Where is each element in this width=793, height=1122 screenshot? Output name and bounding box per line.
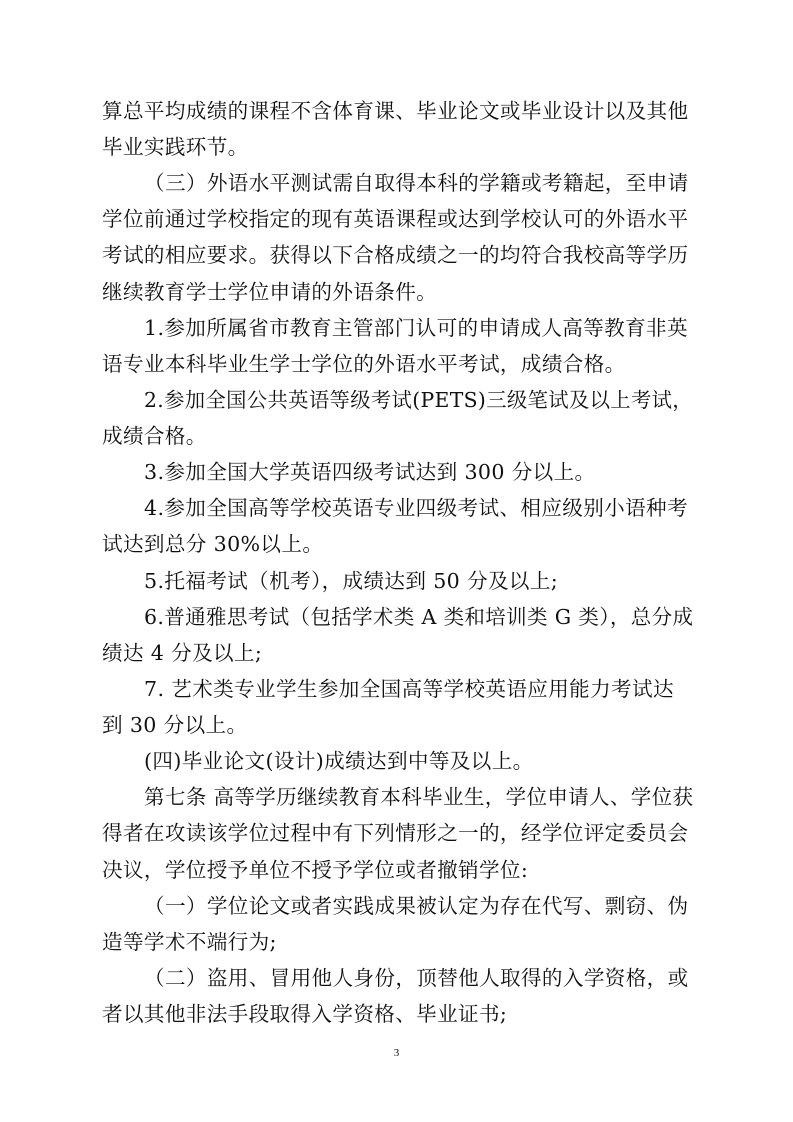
text-line: 7. 艺术类专业学生参加全国高等学校英语应用能力考试达 — [144, 677, 674, 701]
text-line: 试达到总分 30%以上。 — [102, 532, 324, 556]
text-line: 者以其他非法手段取得入学资格、毕业证书; — [102, 1002, 508, 1026]
text-line: 绩达 4 分及以上; — [102, 641, 263, 665]
page-number: 3 — [393, 1047, 400, 1059]
text-line: 算总平均成绩的课程不含体育课、毕业论文或毕业设计以及其他 — [102, 99, 689, 123]
text-line: 3.参加全国大学英语四级考试达到 300 分以上。 — [144, 460, 596, 484]
text-line: 4.参加全国高等学校英语专业四级考试、相应级别小语种考 — [144, 496, 688, 520]
text-line: 得者在攻读该学位过程中有下列情形之一的，经学位评定委员会 — [102, 821, 689, 845]
text-line: (四)毕业论文(设计)成绩达到中等及以上。 — [144, 749, 534, 773]
text-line: 2.参加全国公共英语等级考试(PETS)三级笔试及以上考试， — [144, 388, 693, 412]
text-line: 继续教育学士学位申请的外语条件。 — [102, 280, 438, 304]
text-line: 第七条 高等学历继续教育本科毕业生，学位申请人、学位获 — [144, 785, 694, 809]
text-line: 成绩合格。 — [102, 424, 207, 448]
text-line: 1.参加所属省市教育主管部门认可的申请成人高等教育非英 — [144, 316, 688, 340]
text-line: 学位前通过学校指定的现有英语课程或达到学校认可的外语水平 — [102, 207, 689, 231]
text-line: 毕业实践环节。 — [102, 135, 249, 159]
text-line: （三）外语水平测试需自取得本科的学籍或考籍起，至申请 — [144, 171, 689, 195]
text-line: （一）学位论文或者实践成果被认定为存在代写、剽窃、伪 — [144, 894, 689, 918]
text-line: 5.托福考试（机考），成绩达到 50 分及以上; — [144, 569, 559, 593]
text-line: 决议，学位授予单位不授予学位或者撤销学位: — [102, 858, 529, 882]
text-line: （二）盗用、冒用他人身份，顶替他人取得的入学资格，或 — [144, 966, 689, 990]
text-line: 到 30 分以上。 — [102, 713, 248, 737]
text-line: 6.普通雅思考试（包括学术类 A 类和培训类 G 类），总分成 — [144, 605, 694, 629]
text-line: 考试的相应要求。获得以下合格成绩之一的均符合我校高等学历 — [102, 243, 689, 267]
text-line: 造等学术不端行为; — [102, 930, 277, 954]
text-line: 语专业本科毕业生学士学位的外语水平考试，成绩合格。 — [102, 352, 626, 376]
